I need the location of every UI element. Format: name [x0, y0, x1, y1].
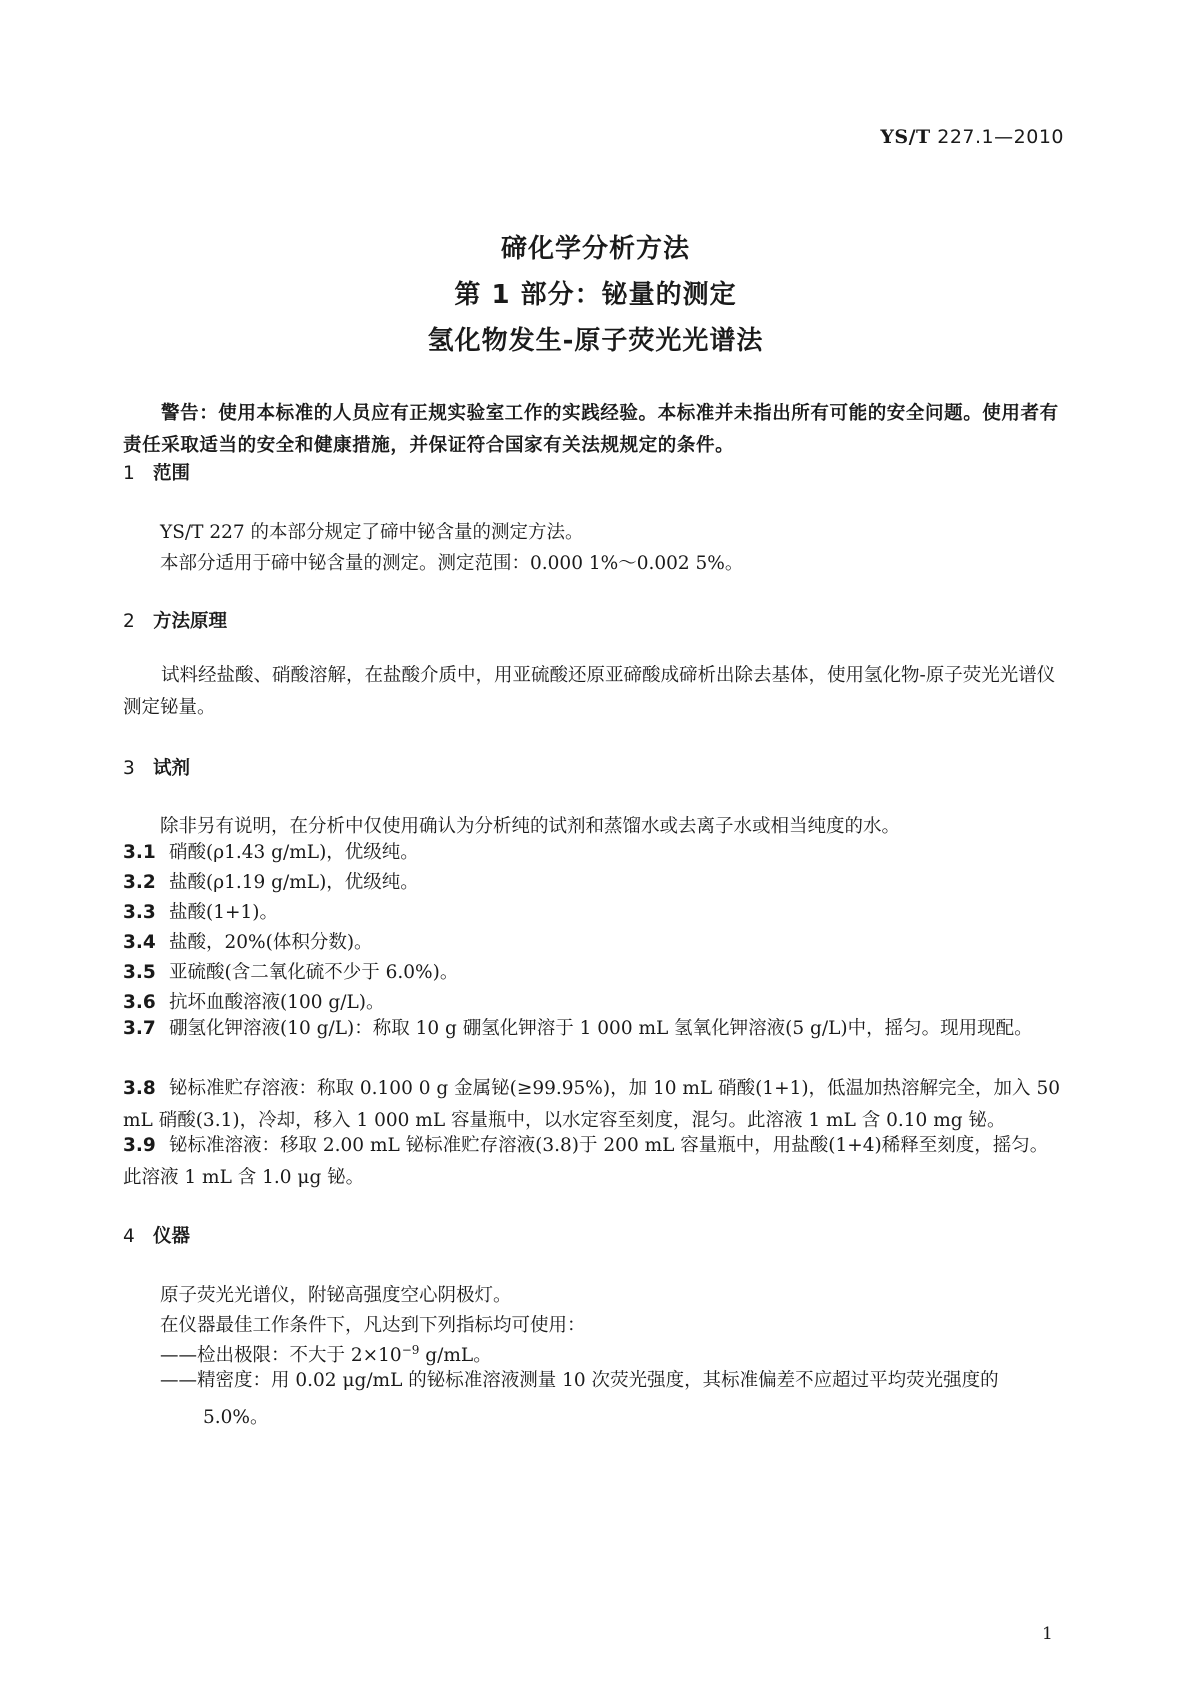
reagent-item-text: 盐酸(ρ1.19 g/mL)，优级纯。: [169, 872, 419, 893]
section-4-title: 仪器: [153, 1226, 191, 1247]
reagent-item: [123, 927, 1061, 959]
reagent-item-number: 3.9: [123, 1135, 156, 1156]
reagent-item-text: 盐酸，20%(体积分数)。: [169, 932, 373, 953]
standard-code-prefix: YS/T: [880, 126, 931, 148]
reagent-item-text: 硼氢化钾溶液(10 g/L)：称取 10 g 硼氢化钾溶于 1 000 mL 氢氧化钾溶液(5 g/L)中，摇匀。现用现配。: [169, 1018, 1033, 1039]
reagent-item-number: 3.7: [123, 1018, 156, 1039]
page-number: 1: [1042, 1624, 1053, 1644]
section-1-heading: [123, 459, 190, 485]
reagent-item-text: 盐酸(1+1)。: [169, 902, 278, 923]
reagent-item: [123, 1130, 1061, 1194]
standard-code: [880, 126, 1064, 148]
warning-paragraph: 警告：使用本标准的人员应有正规实验室工作的实践经验。本标准并未指出所有可能的安全问题。使用者有责任采取适当的安全和健康措施，并保证符合国家有关法规规定的条件。: [123, 403, 1059, 456]
section-2-title: 方法原理: [153, 611, 228, 632]
reagent-item: [123, 897, 1061, 929]
detection-limit-unit: g/mL。: [419, 1345, 492, 1366]
reagent-item: [123, 1073, 1061, 1137]
detection-limit-exponent: −9: [401, 1342, 420, 1357]
title-line-2: 第 1 部分：铋量的测定: [454, 280, 737, 310]
reagent-item: [123, 837, 1061, 869]
reagent-item: [123, 1013, 1061, 1045]
reagent-item-number: 3.2: [123, 872, 156, 893]
reagent-item-number: 3.8: [123, 1078, 156, 1099]
reagent-item-number: 3.5: [123, 962, 156, 983]
reagent-item-number: 3.1: [123, 842, 156, 863]
section-3-heading: [123, 754, 190, 780]
section-3-number: 3: [123, 758, 135, 779]
reagent-item: [123, 867, 1061, 899]
title-line-1: 碲化学分析方法: [500, 234, 690, 264]
section-1-paragraph-2: 本部分适用于碲中铋含量的测定。测定范围：0.000 1%～0.002 5%。: [160, 553, 744, 574]
section-1-paragraph-1: YS/T 227 的本部分规定了碲中铋含量的测定方法。: [160, 522, 584, 543]
detection-limit-line: [160, 1341, 492, 1367]
reagent-item-number: 3.4: [123, 932, 156, 953]
section-1-number: 1: [123, 463, 135, 484]
section-3-intro: 除非另有说明，在分析中仅使用确认为分析纯的试剂和蒸馏水或去离子水或相当纯度的水。: [160, 816, 901, 837]
section-4-number: 4: [123, 1226, 135, 1247]
precision-line: ——精密度：用 0.02 μg/mL 的铋标准溶液测量 10 次荧光强度，其标准偏差不应超过平均荧光强度的: [160, 1370, 999, 1391]
section-2-paragraph: 试料经盐酸、硝酸溶解，在盐酸介质中，用亚硫酸还原亚碲酸成碲析出除去基体，使用氢化物-原子荧光光谱仪测定铋量。: [123, 665, 1056, 718]
reagent-item-text: 铋标准贮存溶液：称取 0.100 0 g 金属铋(≥99.95%)，加 10 mL 硝酸(1+1)，低温加热溶解完全，加入 50 mL 硝酸(3.1)，冷却，移入 1 000 mL 容量瓶中，以水定容至刻度，混匀。此溶液 1 mL 含 0.10 mg 铋。: [123, 1078, 1060, 1131]
section-2-heading: [123, 607, 227, 633]
section-1-title: 范围: [153, 463, 191, 484]
section-4-paragraph-1: 原子荧光光谱仪，附铋高强度空心阴极灯。: [160, 1285, 512, 1306]
reagent-item-number: 3.3: [123, 902, 156, 923]
precision-line-continuation: 5.0%。: [203, 1407, 269, 1428]
reagent-item: [123, 957, 1061, 989]
reagent-item-text: 抗坏血酸溶液(100 g/L)。: [169, 992, 385, 1013]
detection-limit-text: ——检出极限：不大于 2×10: [160, 1345, 402, 1366]
section-3-title: 试剂: [153, 758, 191, 779]
reagent-item-text: 亚硫酸(含二氧化硫不少于 6.0%)。: [169, 962, 459, 983]
section-4-paragraph-2: 在仪器最佳工作条件下，凡达到下列指标均可使用：: [160, 1315, 586, 1336]
reagent-item-text: 硝酸(ρ1.43 g/mL)，优级纯。: [169, 842, 419, 863]
reagent-item-number: 3.6: [123, 992, 156, 1013]
section-4-heading: [123, 1222, 190, 1248]
reagent-item-text: 铋标准溶液：移取 2.00 mL 铋标准贮存溶液(3.8)于 200 mL 容量瓶中，用盐酸(1+4)稀释至刻度，摇匀。此溶液 1 mL 含 1.0 μg 铋。: [123, 1135, 1049, 1188]
title-line-3: 氢化物发生-原子荧光光谱法: [427, 326, 764, 356]
section-2-number: 2: [123, 611, 135, 632]
standard-code-number: 227.1—2010: [937, 126, 1064, 148]
